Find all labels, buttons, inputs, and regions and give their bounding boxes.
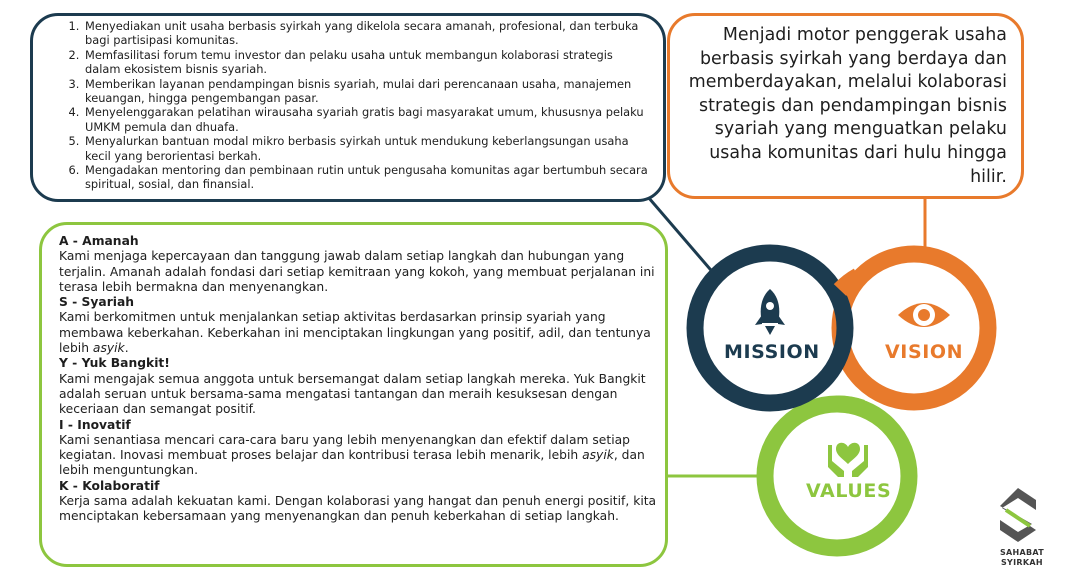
value-title: K - Kolaboratif	[59, 478, 160, 493]
value-title: S - Syariah	[59, 295, 135, 310]
logo-text-line1: SAHABAT	[1000, 548, 1045, 557]
mission-label: MISSION	[724, 341, 820, 363]
value-description: Kami senantiasa mencari cara-cara baru yang lebih menyenangkan dan efektif dalam setiap kegiatan. Inovasi membuat proses belajar dan kontribusi terasa lebih menarik, lebih asyik, dan lebih menguntungkan.	[59, 432, 645, 478]
value-title: Y - Yuk Bangkit!	[59, 356, 170, 371]
mission-item: 6. Mengadakan mentoring dan pembinaan rutin untuk pengusaha komunitas agar bertumbuh secara spiritual, sosial, dan finansial.	[83, 163, 651, 192]
rocket-icon	[755, 289, 785, 335]
value-description: Kami mengajak semua anggota untuk bersemangat dalam setiap langkah mereka. Yuk Bangkit adalah seruan untuk bersama-sama mengatasi tantangan dan meraih kesuksesan dengan keceriaan dan semangat positif.	[59, 371, 646, 417]
mission-item: 3. Memberikan layanan pendampingan bisnis syariah, mulai dari perencanaan usaha, manajemen keuangan, hingga pengembangan pasar.	[83, 77, 651, 106]
vision-text: Menjadi motor penggerak usaha berbasis syirkah yang berdaya dan memberdayakan, melalui kolaborasi strategis dan pendampingan bisnis syariah yang menguatkan pelaku usaha komunitas dari hulu hingga hilir.	[688, 25, 1007, 187]
value-description: Kami berkomitmen untuk menjalankan setiap aktivitas berdasarkan prinsip syariah yang membawa keberkahan. Keberkahan ini menciptakan lingkungan yang positif, adil, dan tentunya lebih asyik.	[59, 310, 651, 356]
values-overlap-arc	[838, 404, 862, 408]
eye-icon	[898, 303, 950, 327]
mission-item: 5. Menyalurkan bantuan modal mikro berbasis syirkah untuk mendukung keberlangsungan usaha kecil yang berorientasi berkah.	[83, 134, 651, 163]
mission-item: 4. Menyelenggarakan pelatihan wirausaha syariah gratis bagi masyarakat umum, khususnya pelaku UMKM pemula dan dhuafa.	[83, 105, 651, 134]
value-title: I - Inovatif	[59, 417, 131, 432]
vision-label: VISION	[885, 341, 964, 363]
logo-text-line2: SYIRKAH	[1001, 558, 1043, 567]
value-description: Kerja sama adalah kekuatan kami. Dengan kolaborasi yang hangat dan penuh energi positif, kita menciptakan kebersamaan yang menyenangkan dan penuh keberkahan di setiap langkah.	[59, 494, 657, 524]
vision-circle	[840, 254, 988, 402]
mission-item: 2. Memfasilitasi forum temu investor dan pelaku usaha untuk membangun kolaborasi strategis dalam ekosistem bisnis syariah.	[83, 48, 651, 77]
value-description: Kami menjaga kepercayaan dan tanggung jawab dalam setiap langkah dan hubungan yang terjalin. Amanah adalah fondasi dari setiap kemitraan yang kokoh, yang membuat perjalanan ini terasa lebih bermakna dan menyenangkan.	[59, 249, 655, 294]
mission-item: 1. Menyediakan unit usaha berbasis syirkah yang dikelola secara amanah, profesional, dan terbuka bagi partisipasi komunitas.	[83, 19, 651, 48]
emphasis-text: asyik	[92, 341, 125, 356]
values-label: VALUES	[806, 480, 892, 502]
value-title: A - Amanah	[59, 234, 139, 248]
emphasis-text: asyik	[582, 448, 614, 463]
heart-in-hands-icon	[828, 443, 868, 477]
